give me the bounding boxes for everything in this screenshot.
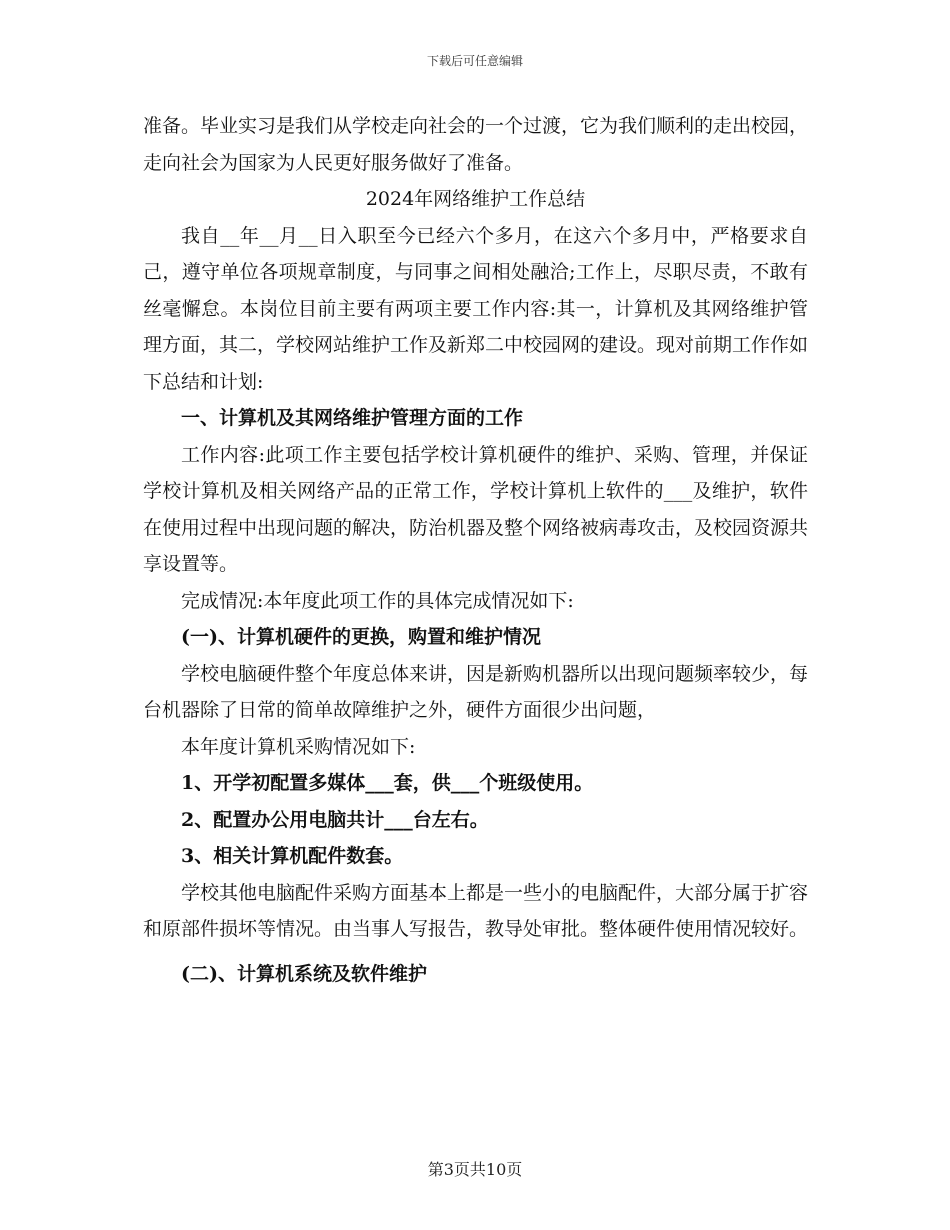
page-header-note: 下载后可任意编辑: [426, 54, 523, 68]
paragraph-work-content: 工作内容:此项工作主要包括学校计算机硬件的维护、采购、管理，并保证学校计算机及相关网络产品的正常工作，学校计算机上软件的___及维护，软件在使用过程中出现问题的解决，防治机器及整个网络被病毒攻击，及校园资源共享设置等。: [143, 443, 809, 575]
paragraph-hardware: 学校电脑硬件整个年度总体来讲，因是新购机器所以出现问题频率较少，每台机器除了日常的简单故障维护之外，硬件方面很少出问题，: [143, 662, 809, 721]
paragraph-completion: 完成情况:本年度此项工作的具体完成情况如下:: [181, 589, 574, 612]
paragraph-purchase-intro: 本年度计算机采购情况如下:: [181, 735, 416, 758]
document-body: [143, 108, 808, 992]
subsection-heading-1: (一)、计算机硬件的更换，购置和维护情况: [181, 626, 541, 648]
subsection-heading-2: (二)、计算机系统及软件维护: [181, 962, 427, 985]
paragraph-opening: 我自__年__月__日入职至今已经六个多月，在这六个多月中，严格要求自己，遵守单位各项规章制度，与同事之间相处融洽;工作上，尽职尽责，不敢有丝毫懈怠。本岗位目前主要有两项主要工作内容:其一，计算机及其网络维护管理方面，其二，学校网站维护工作及新郑二中校园网的建设。现对前期工作作如下总结和计划:: [143, 224, 809, 393]
list-item-2: 2、配置办公用电脑共计___台左右。: [181, 808, 489, 831]
page-number: 第3页共10页: [427, 1160, 523, 1179]
section-heading-1: 一、计算机及其网络维护管理方面的工作: [181, 407, 524, 429]
document-title: 2024年网络维护工作总结: [365, 188, 586, 210]
paragraph-intro-continuation: 准备。毕业实习是我们从学校走向社会的一个过渡，它为我们顺利的走出校园，走向社会为国家为人民更好服务做好了准备。: [143, 115, 809, 174]
list-item-3: 3、相关计算机配件数套。: [181, 845, 404, 867]
paragraph-parts: 学校其他电脑配件采购方面基本上都是一些小的电脑配件，大部分属于扩容和原部件损坏等情况。由当事人写报告，教导处审批。整体硬件使用情况较好。: [143, 881, 809, 940]
list-item-1: 1、开学初配置多媒体___套，供___个班级使用。: [181, 772, 594, 794]
